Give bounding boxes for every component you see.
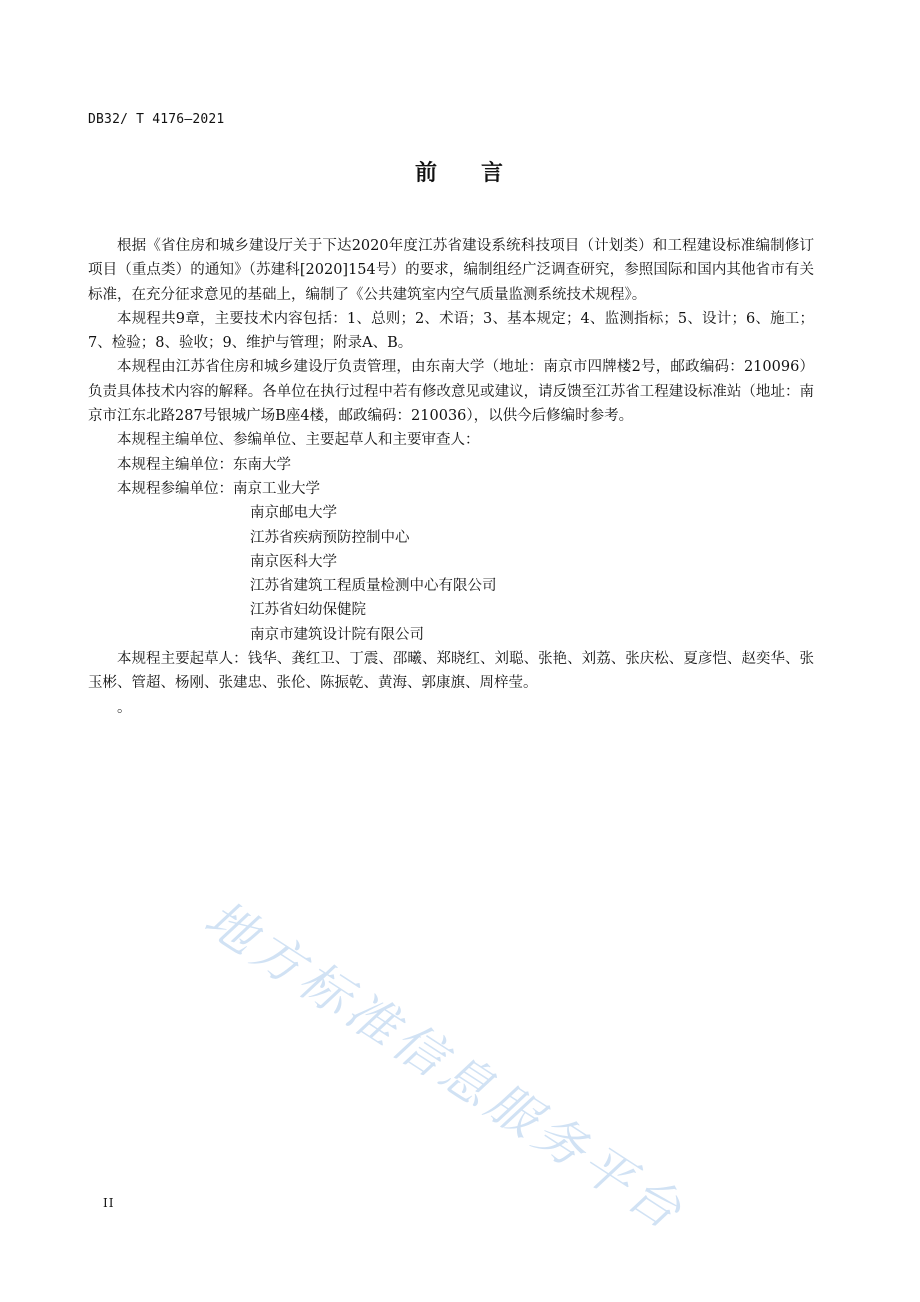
paragraph-management: 本规程由江苏省住房和城乡建设厅负责管理，由东南大学（地址：南京市四牌楼2号，邮政编码：210096）负责具体技术内容的解释。各单位在执行过程中若有修改意见或建议，请反馈至江苏省工程建设标准站（地址：南京市江东北路287号银城广场B座4楼，邮政编码：210036），以供今后修编时参考。 <box>88 359 814 425</box>
paragraph-units-intro: 本规程主编单位、参编单位、主要起草人和主要审查人： <box>117 432 480 449</box>
paragraph-basis: 根据《省住房和城乡建设厅关于下达2020年度江苏省建设系统科技项目（计划类）和工程建设标准编制修订项目（重点类）的通知》（苏建科[2020]154号）的要求，编制组经广泛调查研究，参照国际和国内其他省市有关标准，在充分征求意见的基础上，编制了《公共建筑室内空气质量监测系统技术规程》。 <box>88 238 814 303</box>
title-part-1: 前 <box>414 161 439 186</box>
page-title <box>0 156 920 187</box>
participating-unit: 南京医科大学 <box>250 553 337 570</box>
watermark-text: 地方标准信息服务平台 <box>194 889 696 1243</box>
document-code: DB32/ T 4176—2021 <box>88 112 225 127</box>
participating-unit: 南京邮电大学 <box>250 505 337 522</box>
participating-unit: 江苏省疾病预防控制中心 <box>250 529 410 546</box>
title-part-2: 言 <box>481 161 506 186</box>
paragraph-contents: 本规程共9章，主要技术内容包括：1、总则；2、术语；3、基本规定；4、监测指标；5、设计；6、施工；7、检验；8、验收；9、维护与管理；附录A、B。 <box>88 310 814 352</box>
page-number: II <box>103 1196 115 1210</box>
participating-unit: 江苏省妇幼保健院 <box>250 602 366 619</box>
participating-unit: 江苏省建筑工程质量检测中心有限公司 <box>250 578 497 595</box>
trailing-mark: 。 <box>117 699 132 716</box>
participating-unit: 南京市建筑设计院有限公司 <box>250 626 424 643</box>
participating-unit-first: 本规程参编单位：南京工业大学 <box>117 480 320 497</box>
chief-unit: 本规程主编单位：东南大学 <box>117 456 291 473</box>
paragraph-drafters: 本规程主要起草人：钱华、龚红卫、丁震、邵曦、郑晓红、刘聪、张艳、刘荔、张庆松、夏彦恺、赵奕华、张玉彬、管超、杨刚、张建忠、张伦、陈振乾、黄海、郭康旗、周梓莹。 <box>88 651 814 692</box>
document-body <box>88 234 814 720</box>
